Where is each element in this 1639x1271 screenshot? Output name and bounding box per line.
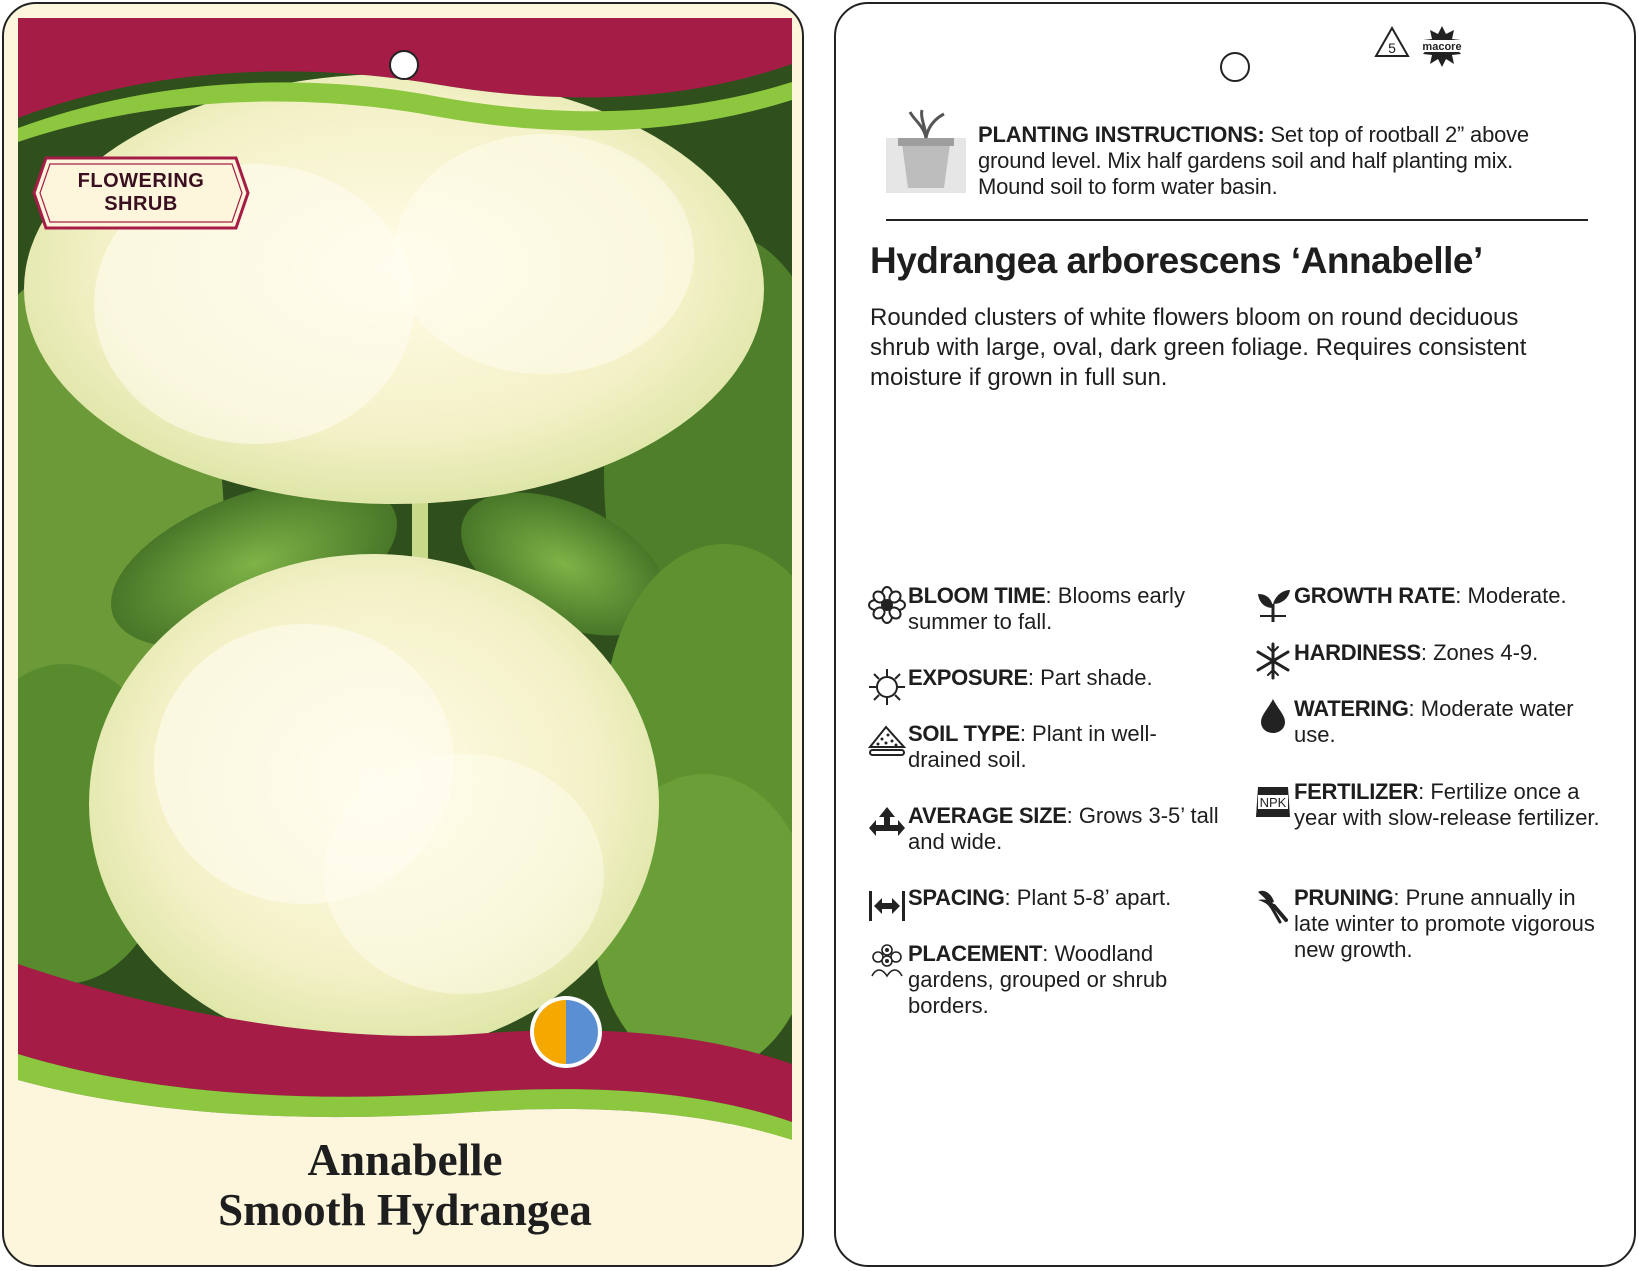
- svg-text:NPK: NPK: [1259, 795, 1287, 810]
- attr-fertilizer: FERTILIZER: Fertilize once a year with slow-release fertilizer.: [1294, 779, 1600, 830]
- water-drop-icon: [1254, 697, 1292, 735]
- spacing-arrows-icon: [868, 887, 906, 925]
- planting-label: PLANTING INSTRUCTIONS:: [978, 122, 1265, 147]
- part-shade-icon: [528, 994, 604, 1070]
- soil-mound-icon: [868, 723, 906, 761]
- recycle-icon: [1376, 28, 1408, 56]
- botanical-name: Hydrangea arborescens ‘Annabelle’: [870, 240, 1483, 281]
- common-name-line2: Smooth Hydrangea: [218, 1185, 592, 1235]
- plant-description: Rounded clusters of white flowers bloom on round deciduous shrub with large, oval, dark green foliage. Requires consistent moisture if grown in full sun.: [870, 304, 1527, 391]
- attr-watering: WATERING: Moderate water use.: [1294, 696, 1574, 747]
- flower-icon: [868, 586, 906, 624]
- attr-hardiness: HARDINESS: Zones 4-9.: [1294, 640, 1539, 665]
- recycle-macore-logo: [1372, 22, 1472, 68]
- npk-bag-icon: [1254, 781, 1292, 819]
- divider: [886, 219, 1588, 221]
- snowflake-icon: [1254, 642, 1292, 680]
- tag-back: [834, 2, 1636, 1267]
- attr-pruning: PRUNING: Prune annually in late winter to promote vigorous new growth.: [1294, 885, 1595, 962]
- plant-pot-icon: [886, 108, 966, 198]
- common-name-line1: Annabelle: [307, 1135, 503, 1185]
- attr-growth-rate: GROWTH RATE: Moderate.: [1294, 583, 1567, 608]
- size-arrows-icon: [868, 805, 906, 843]
- plant-cluster-icon: [868, 942, 906, 980]
- tag-front: [2, 2, 804, 1267]
- attr-bloom-time: BLOOM TIME: Blooms early summer to fall.: [908, 583, 1185, 634]
- category-line2: SHRUB: [104, 193, 178, 215]
- hang-hole: [389, 50, 419, 80]
- attr-average-size: AVERAGE SIZE: Grows 3-5’ tall and wide.: [908, 803, 1219, 854]
- attr-placement: PLACEMENT: Woodland gardens, grouped or shrub borders.: [908, 941, 1168, 1018]
- brand-name: macore: [1422, 41, 1462, 53]
- recycle-code: 5: [1388, 40, 1396, 56]
- hang-hole: [1220, 52, 1250, 82]
- planting-text: Set top of rootball 2” above ground level. Mix half gardens soil and half planting mix. Mound soil to form water basin.: [978, 122, 1529, 199]
- attr-spacing: SPACING: Plant 5-8’ apart.: [908, 885, 1172, 910]
- starburst-icon: [1422, 26, 1462, 67]
- attr-exposure: EXPOSURE: Part shade.: [908, 665, 1153, 690]
- attr-soil-type: SOIL TYPE: Plant in well-drained soil.: [908, 721, 1157, 772]
- category-label: [32, 170, 250, 216]
- planting-instructions: [978, 122, 1578, 200]
- pruning-shears-icon: [1254, 886, 1292, 924]
- category-line1: FLOWERING: [77, 170, 205, 192]
- sprout-icon: [1254, 586, 1292, 624]
- part-sun-icon: [868, 668, 906, 706]
